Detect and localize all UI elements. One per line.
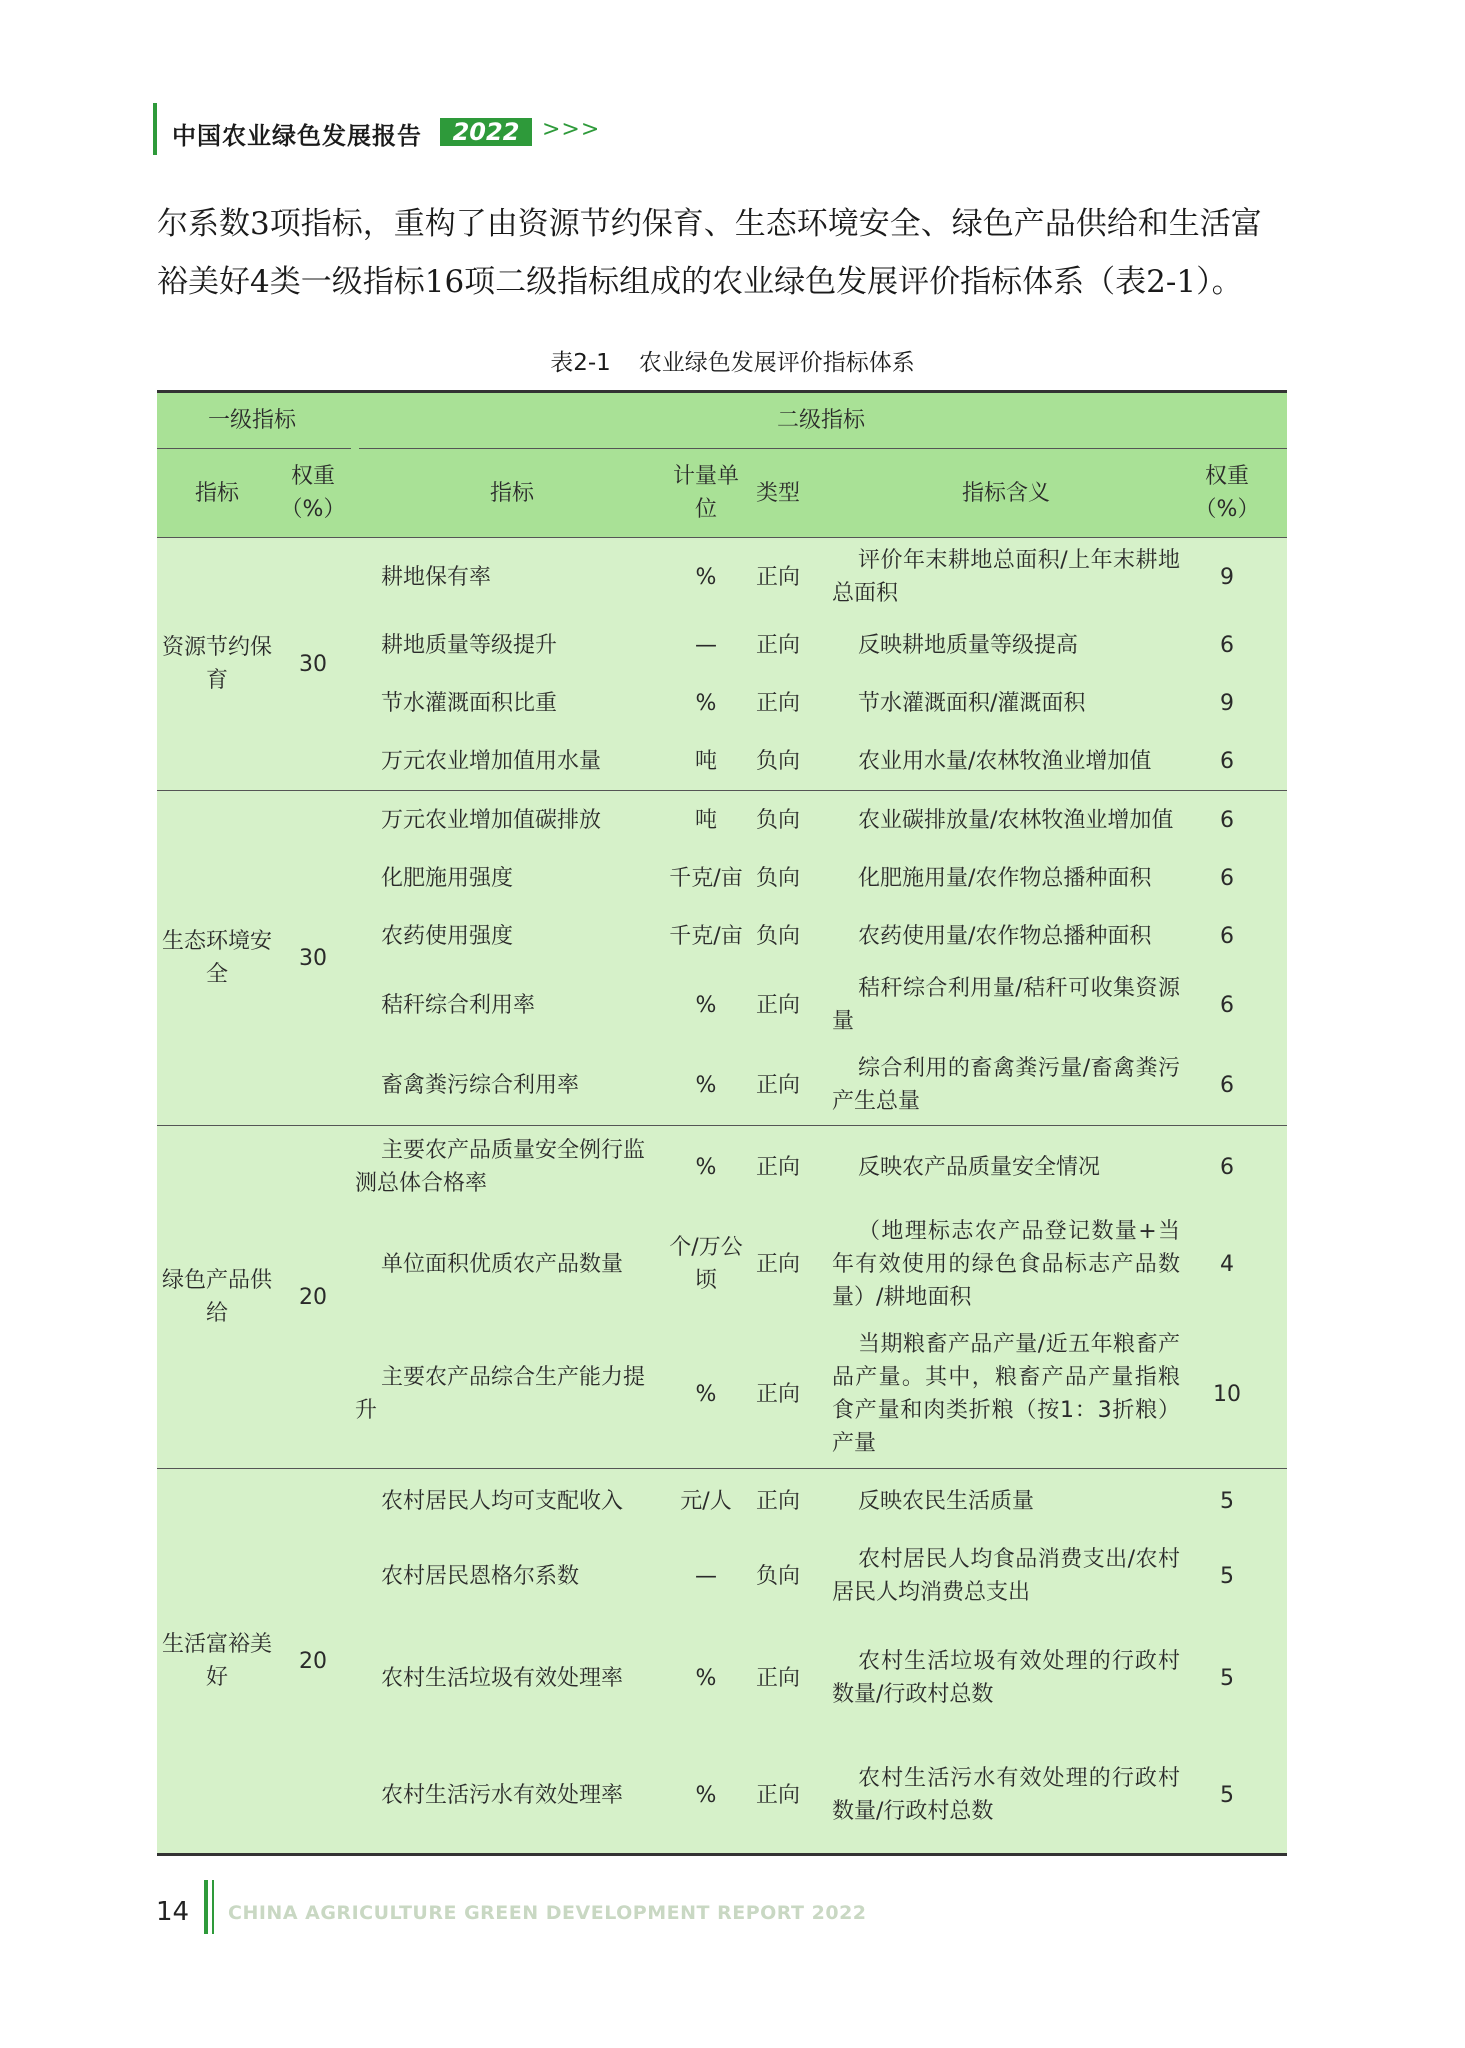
col-weight: 权重（%） <box>1194 464 1260 522</box>
indicator-name: 畜禽粪污综合利用率 <box>381 1072 580 1098</box>
indicator-weight: 5 <box>1220 1665 1234 1691</box>
table-row <box>157 616 1287 674</box>
header-accent-bar <box>153 103 157 155</box>
table-number: 表2-1 <box>550 350 611 376</box>
table-row <box>157 538 1287 616</box>
indicator-meaning: 农村生活污水有效处理的行政村数量/行政村总数 <box>832 1766 1180 1824</box>
indicator-type: 正向 <box>755 1154 800 1180</box>
l1-indicator-weight: 20 <box>299 1648 327 1674</box>
col-unit: 计量单位 <box>672 464 739 522</box>
page-number: 14 <box>156 1897 190 1927</box>
table-row <box>157 907 1287 965</box>
indicator-meaning: 当期粮畜产品产量/近五年粮畜产品产量。其中，粮畜产品产量指粮食产量和肉类折粮（按1：3折粮）产量 <box>832 1332 1180 1456</box>
indicator-name: 农村生活垃圾有效处理率 <box>381 1665 624 1691</box>
indicator-weight: 6 <box>1220 865 1234 891</box>
table-group <box>157 1126 1287 1469</box>
indicator-name: 农村居民恩格尔系数 <box>381 1563 580 1589</box>
l1-indicator-name: 生态环境安全 <box>161 929 272 987</box>
indicator-meaning: 农业碳排放量/农林牧渔业增加值 <box>858 807 1174 833</box>
indicator-type: 正向 <box>755 1381 800 1407</box>
indicator-meaning: 农药使用量/农作物总播种面积 <box>858 923 1152 949</box>
indicator-type: 负向 <box>755 807 800 833</box>
footer-accent-bar <box>212 1880 214 1934</box>
header-level1: 一级指标 <box>207 408 296 433</box>
indicator-unit: 元/人 <box>680 1488 732 1514</box>
indicator-unit: 吨 <box>694 807 717 833</box>
l1-indicator-name: 资源节约保育 <box>161 635 272 693</box>
table-group <box>157 1469 1287 1853</box>
indicator-meaning: 评价年末耕地总面积/上年末耕地总面积 <box>832 548 1180 606</box>
indicator-type: 负向 <box>755 923 800 949</box>
indicator-name: 农村居民人均可支配收入 <box>381 1488 624 1514</box>
body-paragraph <box>157 195 1287 311</box>
header-level2: 二级指标 <box>776 408 865 433</box>
table-row <box>157 791 1287 849</box>
paragraph-line: 裕美好4类一级指标16项二级指标组成的农业绿色发展评价指标体系（表2-1）。 <box>157 264 1243 300</box>
l1-indicator-weight: 30 <box>299 945 327 971</box>
indicator-unit: 吨 <box>694 748 717 774</box>
table-row <box>157 674 1287 732</box>
indicator-weight: 6 <box>1220 923 1234 949</box>
indicator-name: 耕地保有率 <box>381 564 492 590</box>
indicator-name: 农村生活污水有效处理率 <box>381 1782 624 1808</box>
indicator-type: 负向 <box>755 865 800 891</box>
col-type: 类型 <box>755 480 800 506</box>
table-row <box>157 1320 1287 1468</box>
footer-accent-bar <box>204 1880 208 1934</box>
indicator-meaning: 农村生活垃圾有效处理的行政村数量/行政村总数 <box>832 1649 1180 1707</box>
indicator-name: 万元农业增加值用水量 <box>381 748 602 774</box>
indicator-name: 秸秆综合利用率 <box>381 992 536 1018</box>
indicator-unit: % <box>695 1665 717 1691</box>
table-caption <box>0 344 1465 377</box>
paragraph-line: 尔系数3项指标，重构了由资源节约保育、生态环境安全、绿色产品供给和生活富 <box>157 206 1262 242</box>
table-group <box>157 791 1287 1126</box>
indicator-meaning: 化肥施用量/农作物总播种面积 <box>858 865 1152 891</box>
indicator-name: 农药使用强度 <box>381 923 514 949</box>
indicator-unit: % <box>695 690 717 716</box>
table-row <box>157 849 1287 907</box>
table-row <box>157 1469 1287 1533</box>
indicator-meaning: （地理标志农产品登记数量+当年有效使用的绿色食品标志产品数量）/耕地面积 <box>832 1218 1180 1310</box>
indicator-name: 万元农业增加值碳排放 <box>381 807 602 833</box>
indicator-table <box>157 390 1287 1856</box>
table-row <box>157 1208 1287 1320</box>
indicator-name: 节水灌溉面积比重 <box>381 690 558 716</box>
indicator-type: 负向 <box>755 748 800 774</box>
table-row <box>157 1533 1287 1619</box>
indicator-weight: 10 <box>1213 1381 1241 1407</box>
table-header <box>157 393 1287 538</box>
indicator-unit: % <box>695 1072 717 1098</box>
indicator-weight: 4 <box>1220 1251 1234 1277</box>
indicator-type: 正向 <box>755 1251 800 1277</box>
indicator-type: 正向 <box>755 690 800 716</box>
l1-indicator-weight: 20 <box>299 1284 327 1310</box>
table-group <box>157 538 1287 791</box>
col-indicator: 指标 <box>489 480 534 506</box>
indicator-meaning: 农村居民人均食品消费支出/农村居民人均消费总支出 <box>832 1547 1180 1605</box>
indicator-weight: 6 <box>1220 748 1234 774</box>
l1-indicator-name: 生活富裕美好 <box>161 1632 272 1690</box>
indicator-weight: 5 <box>1220 1782 1234 1808</box>
table-row <box>157 1737 1287 1853</box>
indicator-unit: % <box>695 1154 717 1180</box>
indicator-type: 正向 <box>755 1072 800 1098</box>
indicator-weight: 9 <box>1220 564 1234 590</box>
indicator-type: 正向 <box>755 632 800 658</box>
indicator-name: 主要农产品综合生产能力提升 <box>355 1365 646 1423</box>
table-row <box>157 1619 1287 1737</box>
indicator-type: 负向 <box>755 1563 800 1589</box>
indicator-name: 主要农产品质量安全例行监测总体合格率 <box>355 1138 646 1196</box>
indicator-meaning: 反映耕地质量等级提高 <box>858 632 1079 658</box>
table-row <box>157 965 1287 1045</box>
indicator-unit: 千克/亩 <box>669 923 743 949</box>
indicator-meaning: 反映农民生活质量 <box>858 1488 1035 1514</box>
indicator-name: 化肥施用强度 <box>381 865 514 891</box>
col-l1-weight: 权重（%） <box>280 464 346 522</box>
indicator-unit: % <box>695 1381 717 1407</box>
indicator-meaning: 反映农产品质量安全情况 <box>858 1154 1101 1180</box>
l1-indicator-weight: 30 <box>299 651 327 677</box>
indicator-unit: 千克/亩 <box>669 865 743 891</box>
col-meaning: 指标含义 <box>961 480 1050 506</box>
indicator-unit: — <box>695 632 717 658</box>
indicator-unit: — <box>695 1563 717 1589</box>
indicator-meaning: 秸秆综合利用量/秸秆可收集资源量 <box>832 976 1180 1034</box>
indicator-type: 正向 <box>755 564 800 590</box>
table-title: 农业绿色发展评价指标体系 <box>638 350 915 376</box>
indicator-weight: 9 <box>1220 690 1234 716</box>
indicator-weight: 5 <box>1220 1563 1234 1589</box>
indicator-meaning: 农业用水量/农林牧渔业增加值 <box>858 748 1152 774</box>
indicator-unit: % <box>695 992 717 1018</box>
footer-running-title: CHINA AGRICULTURE GREEN DEVELOPMENT REPORT 2022 <box>228 1902 867 1924</box>
indicator-weight: 6 <box>1220 1072 1234 1098</box>
report-title: 中国农业绿色发展报告 <box>172 122 422 150</box>
table-row <box>157 1126 1287 1208</box>
indicator-weight: 5 <box>1220 1488 1234 1514</box>
report-year-badge: 2022 <box>440 118 532 146</box>
indicator-weight: 6 <box>1220 632 1234 658</box>
header-arrows: >>> <box>542 117 601 142</box>
indicator-weight: 6 <box>1220 807 1234 833</box>
indicator-type: 正向 <box>755 1782 800 1808</box>
indicator-name: 耕地质量等级提升 <box>381 632 558 658</box>
indicator-type: 正向 <box>755 1488 800 1514</box>
indicator-unit: 个/万公顷 <box>669 1235 743 1293</box>
indicator-type: 正向 <box>755 1665 800 1691</box>
table-row <box>157 732 1287 790</box>
indicator-type: 正向 <box>755 992 800 1018</box>
indicator-unit: % <box>695 564 717 590</box>
l1-indicator-name: 绿色产品供给 <box>161 1268 272 1326</box>
indicator-weight: 6 <box>1220 992 1234 1018</box>
indicator-weight: 6 <box>1220 1154 1234 1180</box>
indicator-meaning: 节水灌溉面积/灌溉面积 <box>858 690 1086 716</box>
indicator-unit: % <box>695 1782 717 1808</box>
col-l1-indicator: 指标 <box>194 480 239 506</box>
table-row <box>157 1045 1287 1125</box>
indicator-meaning: 综合利用的畜禽粪污量/畜禽粪污产生总量 <box>832 1056 1180 1114</box>
indicator-name: 单位面积优质农产品数量 <box>381 1251 624 1277</box>
